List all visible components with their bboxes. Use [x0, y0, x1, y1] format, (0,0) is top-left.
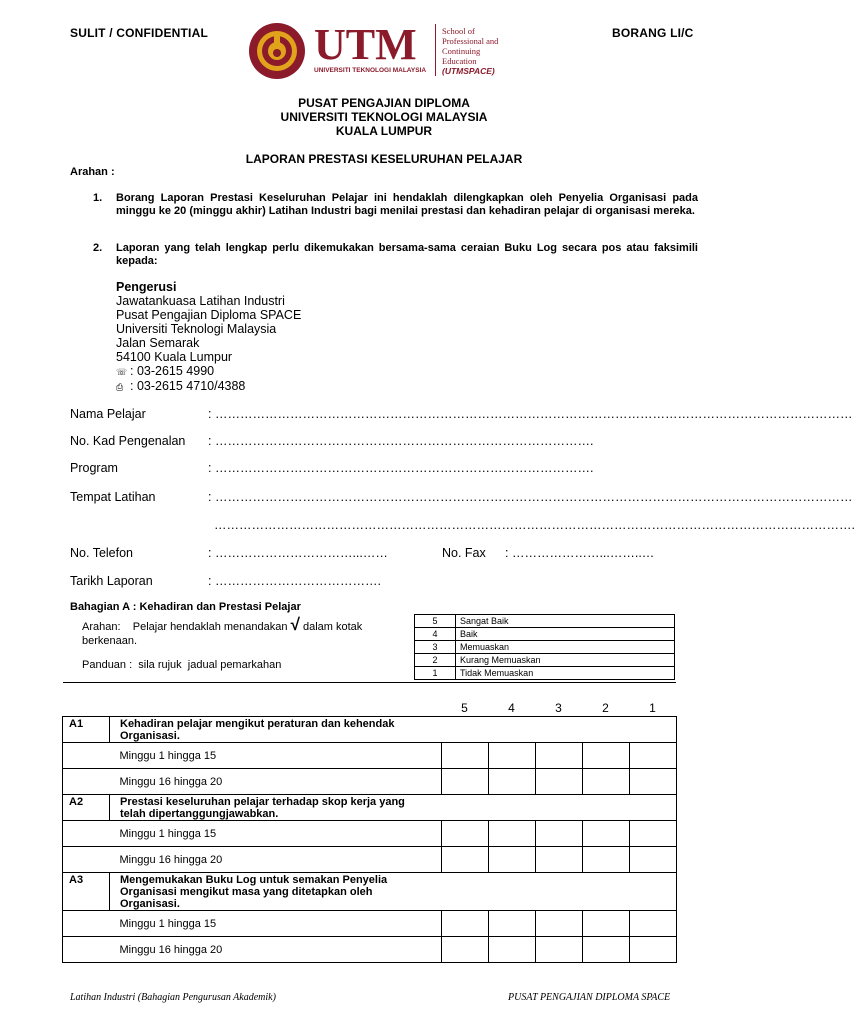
rating-box-5[interactable] [442, 769, 489, 795]
rating-box-4[interactable] [489, 769, 536, 795]
checkmark-icon: √ [290, 615, 300, 634]
rating-box-4[interactable] [489, 743, 536, 769]
legend-row: 5 Sangat Baik [415, 615, 675, 628]
score-header: 2 [602, 701, 609, 715]
legend-row: 4 Baik [415, 628, 675, 641]
score-header: 5 [461, 701, 468, 715]
rating-box-2[interactable] [583, 847, 630, 873]
rating-box-5[interactable] [442, 911, 489, 937]
institution-title: PUSAT PENGAJIAN DIPLOMA UNIVERSITI TEKNOLOGI MALAYSIA KUALA LUMPUR [280, 96, 488, 138]
form-code: BORANG LI/C [612, 26, 694, 40]
rating-box-1[interactable] [630, 821, 677, 847]
nama-field[interactable]: : ……………………………………………………………………………………………………………………………………… [208, 407, 853, 421]
rating-box-3[interactable] [536, 911, 583, 937]
tarikh-label: Tarikh Laporan [70, 574, 153, 588]
program-field[interactable]: : ………………………………………………………………………………. [208, 461, 594, 475]
rating-box-2[interactable] [583, 821, 630, 847]
rating-box-4[interactable] [489, 911, 536, 937]
fax-label: No. Fax [442, 546, 486, 560]
fax-icon: ⎙ [116, 382, 124, 392]
address-block: Jawatankuasa Latihan Industri Pusat Pengajian Diploma SPACE Universiti Teknologi Malaysia Jalan Semarak 54100 Kuala Lumpur ☏ : 03-2615 4990 ⎙ : 03-2615 4710/4388 [116, 294, 302, 393]
rating-box-1[interactable] [630, 911, 677, 937]
rating-box-5[interactable] [442, 743, 489, 769]
address-heading: Pengerusi [116, 280, 177, 294]
legend-row: 3 Memuaskan [415, 641, 675, 654]
section-a-title: Bahagian A : Kehadiran dan Prestasi Pelajar [70, 601, 301, 613]
rating-box-2[interactable] [583, 937, 630, 963]
program-label: Program [70, 461, 118, 475]
rating-row: Minggu 16 hingga 20 [63, 847, 677, 873]
rating-box-4[interactable] [489, 821, 536, 847]
rating-row: Minggu 1 hingga 15 [63, 743, 677, 769]
tarikh-field[interactable]: : …………………………………. [208, 574, 381, 588]
instructions-heading: Arahan : [70, 166, 115, 178]
instruction-number: 2. [93, 242, 103, 254]
rating-row: Minggu 1 hingga 15 [63, 911, 677, 937]
instruction-text: Laporan yang telah lengkap perlu dikemukakan bersama-sama ceraian Buku Log secara pos atau faksimili kepada: [116, 242, 698, 267]
logo-wordmark: UTM [314, 20, 417, 69]
confidential-label: SULIT / CONFIDENTIAL [70, 26, 208, 40]
legend-row: 2 Kurang Memuaskan [415, 654, 675, 667]
section-divider [63, 682, 676, 683]
fax-field[interactable]: : …………………...……..… [505, 546, 655, 560]
rating-box-1[interactable] [630, 743, 677, 769]
rating-row: Minggu 16 hingga 20 [63, 769, 677, 795]
rating-row: Minggu 16 hingga 20 [63, 937, 677, 963]
report-title: LAPORAN PRESTASI KESELURUHAN PELAJAR [245, 152, 523, 166]
tempat-field[interactable]: : ……………………………………………………………………………………………………………………………………… [208, 490, 853, 504]
phone-number: : 03-2615 4990 [130, 364, 215, 378]
rating-box-1[interactable] [630, 937, 677, 963]
rating-box-3[interactable] [536, 769, 583, 795]
panduan-text: Panduan : sila rujuk jadual pemarkahan [82, 659, 282, 671]
kad-label: No. Kad Pengenalan [70, 434, 186, 448]
score-header-row [441, 701, 676, 715]
rating-box-4[interactable] [489, 937, 536, 963]
score-header: 4 [508, 701, 515, 715]
criterion-row: A2 Prestasi keseluruhan pelajar terhadap skop kerja yang telah dipertanggungjawabkan. [63, 795, 677, 821]
logo-subtitle: UNIVERSITI TEKNOLOGI MALAYSIA [314, 67, 427, 74]
rating-row: Minggu 1 hingga 15 [63, 821, 677, 847]
utm-crest-icon [248, 22, 306, 80]
legend-row: 1 Tidak Memuaskan [415, 667, 675, 680]
telefon-label: No. Telefon [70, 546, 134, 560]
utm-logo [248, 22, 508, 82]
footer-left: Latihan Industri (Bahagian Pengurusan Akademik) [70, 992, 276, 1003]
rating-box-3[interactable] [536, 847, 583, 873]
score-header: 1 [649, 701, 656, 715]
instruction-number: 1. [93, 192, 103, 204]
telephone-icon: ☏ [116, 367, 128, 377]
rating-box-3[interactable] [536, 937, 583, 963]
rating-box-2[interactable] [583, 911, 630, 937]
tempat-label: Tempat Latihan [70, 490, 156, 504]
logo-school-text: School of Professional and Continuing Education (UTMSPACE) [442, 26, 499, 76]
rating-box-1[interactable] [630, 769, 677, 795]
evaluation-table [62, 716, 677, 963]
rating-box-3[interactable] [536, 821, 583, 847]
telefon-field[interactable]: : ……………………………...…… [208, 546, 388, 560]
criterion-row: A3 Mengemukakan Buku Log untuk semakan Penyelia Organisasi mengikut masa yang ditetapkan oleh Organisasi. [63, 873, 677, 911]
rating-box-5[interactable] [442, 937, 489, 963]
instruction-text: Borang Laporan Prestasi Keseluruhan Pelajar ini hendaklah dilengkapkan oleh Penyelia Organisasi pada minggu ke 20 (minggu akhir) Latihan Industri bagi menilai prestasi dan kehadiran pelajar di organisasi mereka. [116, 192, 698, 217]
criterion-row: A1 Kehadiran pelajar mengikut peraturan dan kehendak Organisasi. [63, 717, 677, 743]
logo-divider [435, 24, 436, 76]
tempat-field-line2[interactable]: ………………………………………………………………………………………………………………………………………. [214, 518, 855, 532]
footer-right: PUSAT PENGAJIAN DIPLOMA SPACE [508, 992, 671, 1003]
rating-box-2[interactable] [583, 769, 630, 795]
fax-number: : 03-2615 4710/4388 [130, 379, 246, 393]
rating-box-3[interactable] [536, 743, 583, 769]
kad-field[interactable]: : ………………………………………………………………………………. [208, 434, 594, 448]
rating-box-4[interactable] [489, 847, 536, 873]
rating-box-5[interactable] [442, 847, 489, 873]
rating-box-1[interactable] [630, 847, 677, 873]
nama-label: Nama Pelajar [70, 407, 146, 421]
section-a-instructions: Arahan: Pelajar hendaklah menandakan √ dalam kotak berkenaan. [82, 615, 363, 647]
score-legend-table [414, 614, 675, 680]
rating-box-2[interactable] [583, 743, 630, 769]
rating-box-5[interactable] [442, 821, 489, 847]
score-header: 3 [555, 701, 562, 715]
